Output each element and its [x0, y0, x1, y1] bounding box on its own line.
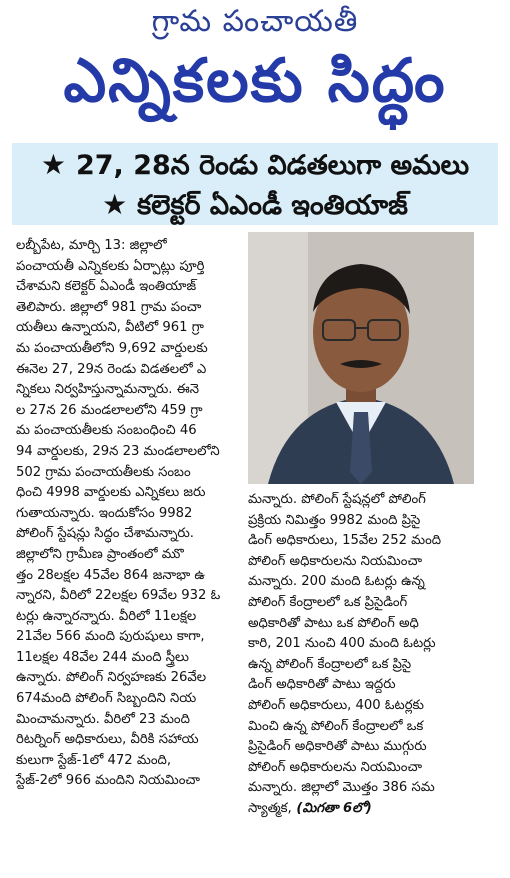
article-line: డింగ్ అధికారులు, 15వేల 252 మంది: [248, 533, 442, 549]
article-line: మ పంచాయతీలోని 9,692 వార్డులకు: [16, 340, 208, 356]
article-line: గుతాయన్నారు. ఇందుకోసం 9982: [16, 505, 193, 521]
article-line: రిటర్నింగ్ అధికారులు, వీరికి సహాయ: [16, 732, 199, 748]
headline: ఎన్నికలకు సిద్ధం: [63, 46, 447, 116]
article-line: పోలింగ్ అధికారులను నియమించా: [248, 553, 422, 569]
article-line: మించామన్నారు. వీరిలో 23 మంది: [16, 711, 190, 727]
continuation-note: (మిగతా 6లో): [291, 800, 372, 816]
highlight-2: [12, 187, 498, 224]
article-line: అధికారితో పాటు ఒక పోలింగ్ అధి: [248, 615, 419, 631]
article-line: 21వేల 566 మంది పురుషులు కాగా,: [16, 629, 205, 645]
article-line: 94 వార్డులకు, 29న 23 మండలాలలోని: [16, 443, 220, 459]
article-line: టర్లు ఉన్నారన్నారు. వీరిలో 11లక్షల: [16, 608, 197, 624]
article-right-column: [248, 490, 476, 820]
article-line: డింగ్ అధికారితో పాటు ఇద్దరు: [248, 677, 396, 693]
article-line: జిల్లాలోని గ్రామీణ ప్రాంతంలో ముొ: [16, 546, 181, 562]
article-line: పోలింగ్ అధికారులను నియమించా: [248, 759, 422, 775]
article-line: మ పంచాయతీలకు సంబంధించి 46: [16, 423, 197, 439]
highlight-2-text: కలెక్టర్ ఏఎండీ ఇంతియాజ్: [137, 190, 408, 221]
article-line: 11లక్షల 48వేల 244 మంది స్త్రీలు: [16, 649, 189, 665]
collector-photo: [248, 232, 474, 484]
section-kicker: గ్రామ పంచాయతీ: [151, 4, 359, 39]
article-line: మన్నారు. 200 మంది ఓటర్లు ఉన్న: [248, 574, 425, 590]
portrait-illustration: [248, 232, 474, 484]
article-line: ధించి 4998 వార్డులకు ఎన్నికలు జరు: [16, 485, 206, 501]
article-line: మన్నారు. పోలింగ్ స్టేషన్లలో పోలింగ్: [248, 492, 426, 507]
article-line: న్నికలు నిర్వహిస్తున్నామన్నారు. ఈనె: [16, 382, 200, 398]
highlight-1-text: 27, 28న రెండు విడతలుగా అమలు: [75, 150, 470, 181]
article-line: పోలింగ్ స్టేషన్లు సిద్ధం చేశామన్నారు.: [16, 526, 194, 542]
article-line: ప్రిసైడింగ్ అధికారితో పాటు ముగ్గురు: [248, 739, 427, 755]
article-line: ఉన్న పోలింగ్ కేంద్రాలలో ఒక ప్రిసై: [248, 656, 412, 672]
article-line: పోలింగ్ కేంద్రాలలో ఒక ప్రిసైడింగ్: [248, 594, 408, 610]
article-line: ఉన్నారు. పోలింగ్ నిర్వహణకు 26వేల: [16, 670, 207, 686]
article-line: 502 గ్రామ పంచాయతీలకు సంబం: [16, 464, 191, 480]
highlight-1: [12, 147, 498, 184]
article-left-column: [16, 236, 242, 792]
article-line: మించి ఉన్న పోలింగ్ కేంద్రాలలో ఒక: [248, 718, 424, 734]
star-icon: ★: [40, 148, 66, 181]
article-line: కులుగా స్టేజ్-1లో 472 మంది,: [16, 752, 172, 768]
article-line: లబ్బీపేట, మార్చి 13: జిల్లాలో: [16, 238, 167, 253]
article-line: ఈనెల 27, 29న రెండు విడతలలో ఎ: [16, 361, 207, 377]
article-line: తెలిపారు. జిల్లాలో 981 గ్రామ పంచా: [16, 299, 202, 315]
article-line: 674మంది పోలింగ్ సిబ్బందిని నియ: [16, 691, 197, 707]
article-line: యతీలు ఉన్నాయని, వీటిలో 961 గ్రా: [16, 320, 204, 336]
star-icon: ★: [102, 188, 128, 221]
article-line: కారి, 201 నుంచి 400 మంది ఓటర్లు: [248, 636, 436, 652]
article-line: మన్నారు. జిల్లాలో మొత్తం 386 సమ: [248, 780, 435, 796]
article-line: త్తం 28లక్షల 45వేల 864 జనాభా ఉ: [16, 567, 205, 583]
article-line: ల 27న 26 మండలాలలోని 459 గ్రా: [16, 402, 203, 418]
article-line: చేశామని కలెక్టర్ ఏఎండీ ఇంతియాజ్: [16, 279, 197, 295]
article-line: పంచాయతీ ఎన్నికలకు ఏర్పాట్లు పూర్తి: [16, 258, 205, 274]
article-line: స్టేజ్-2లో 966 మందిని నియమించా: [16, 773, 200, 789]
article-line: స్యాత్మక, (మిగతా 6లో): [248, 800, 372, 816]
highlights-band: [12, 143, 498, 225]
article-line: న్నారని, వీరిలో 22లక్షల 69వేల 932 ఓ: [16, 588, 221, 604]
article-line: పోలింగ్ అధికారులు, 400 ఓటర్లకు: [248, 697, 424, 713]
article-line: ప్రక్రియ నిమిత్తం 9982 మంది ప్రిసై: [248, 512, 421, 528]
